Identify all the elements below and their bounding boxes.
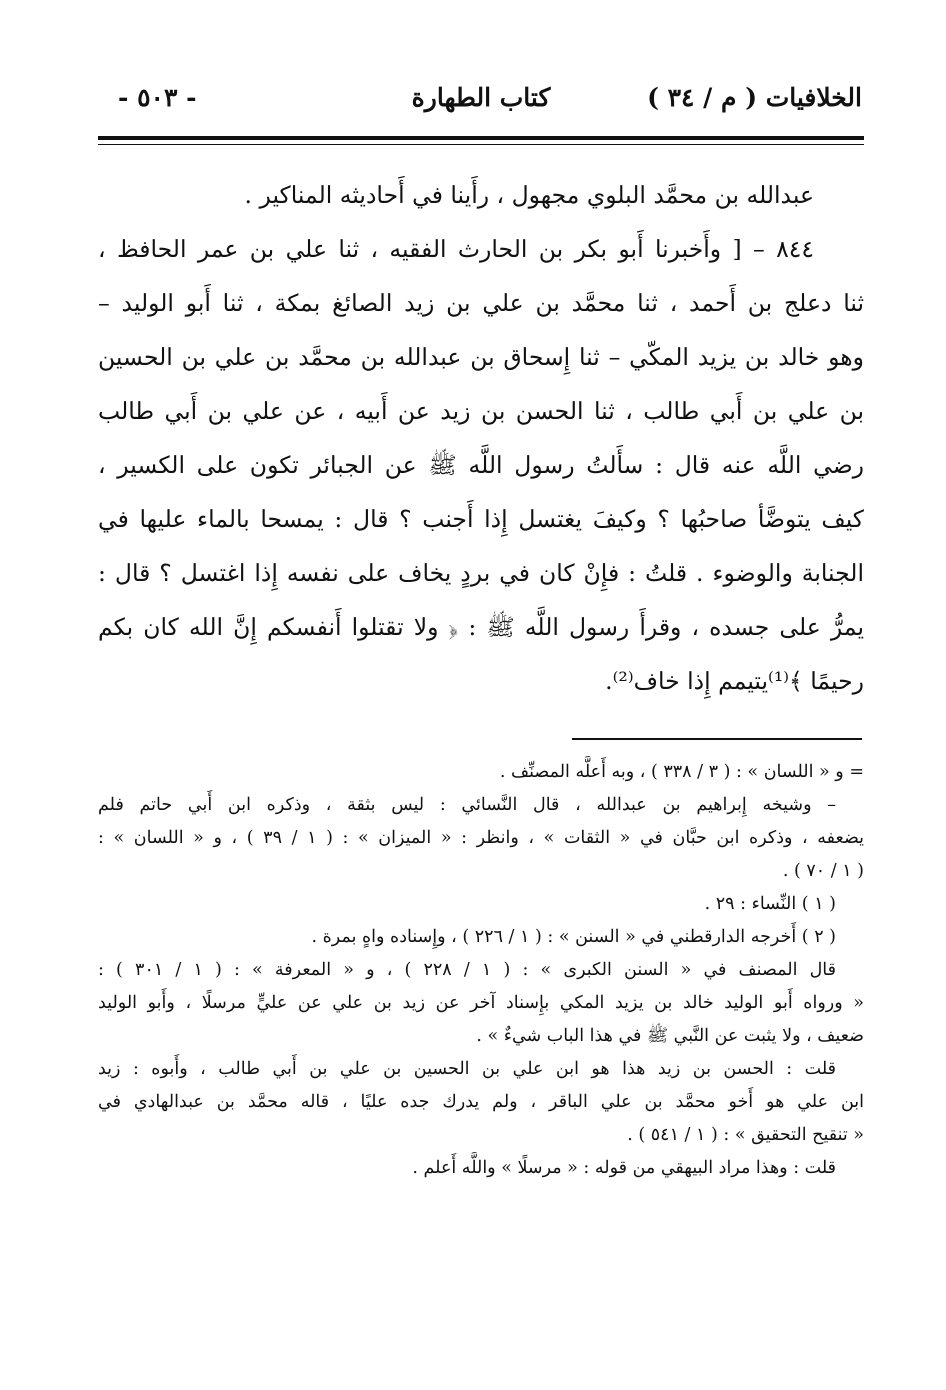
footnote-line: ( ٢ ) أَخرجه الدارقطني في « السنن » : ( ١ / ٢٢٦ ) ، وإِسناده واهٍ بمرة . [311, 927, 836, 947]
main-line: ٨٤٤ – [ وأَخبرنا أَبو بكر بن الحارث الفقيه ، ثنا علي بن عمر الحافظ ، [98, 235, 815, 263]
main-text [98, 168, 864, 708]
footnote-line: قال المصنف في « السنن الكبرى » : ( ١ / ٢٢٨ ) ، و « المعرفة » : ( ١ / ٣٠١ ) : [98, 960, 837, 980]
main-line: بن علي بن أَبي طالب ، ثنا الحسن بن زيد عن أَبيه ، عن علي بن أَبي طالب [98, 397, 864, 425]
footnote-line: ( ١ ) النِّساء : ٢٩ . [704, 894, 836, 914]
footnote-line: ( ١ / ٧٠ ) . [782, 861, 864, 881]
header-volume-label: الخلافيات ( م / ٣٤ ) [647, 83, 862, 112]
footnote-line: يضعفه ، وذكره ابن حبَّان في « الثقات » ، وانظر : « الميزان » : ( ١ / ٣٩ ) ، و « اللسان » : [98, 828, 864, 848]
main-line: كيف يتوضَّأ صاحبُها ؟ وكيفَ يغتسل إِذا أَجنب ؟ قال : يمسحا بالماء عليها في [98, 505, 864, 533]
main-line: عبدالله بن محمَّد البلوي مجهول ، رأَينا في أَحاديثه المناكير . [244, 181, 814, 209]
header-rule-thick [98, 136, 864, 140]
footnote-line: « تنقيح التحقيق » : ( ١ / ٥٤١ ) . [627, 1125, 864, 1145]
footnote-line: ابن علي هو أَخو محمَّد بن علي الباقر ، ولم يدرك جده عليًا ، قاله محمَّد بن عبدالهادي في [98, 1092, 864, 1112]
footnote-line: = و « اللسان » : ( ٣ / ٣٣٨ ) ، وبه أَعلَّه المصنِّف . [499, 762, 864, 782]
main-line: رضي اللَّه عنه قال : سأَلتُ رسول اللَّه ﷺ عن الجبائر تكون على الكسير ، [98, 451, 864, 479]
main-line: الجنابة والوضوء . قلتُ : فإِنْ كان في بردٍ يخاف على نفسه إِذا اغتسل ؟ قال : [98, 559, 864, 587]
footnote-separator [572, 738, 862, 740]
main-line: وهو خالد بن يزيد المكّي – ثنا إِسحاق بن عبدالله بن محمَّد بن علي بن الحسين [98, 343, 864, 371]
page-header [100, 78, 862, 118]
footnote-line: ضعيف ، ولا يثبت عن النَّبي ﷺ في هذا الباب شيءٌ » . [476, 1026, 864, 1046]
footnote-line: قلت : وهذا مراد البيهقي من قوله : « مرسلًا » واللَّه أَعلم . [412, 1158, 836, 1178]
page-number: - ٥٠٣ - [118, 83, 197, 112]
header-chapter-title: كتاب الطهارة [411, 83, 551, 112]
main-line: ثنا دعلج بن أَحمد ، ثنا محمَّد بن علي بن زيد الصائغ بمكة ، ثنا أَبو الوليد – [98, 289, 864, 317]
main-line: يمرُّ على جسده ، وقرأَ رسول اللَّه ﷺ : ﴿ ولا تقتلوا أَنفسكم إِنَّ الله كان بكم [98, 613, 864, 641]
header-rule-thin [98, 144, 864, 145]
footnote-line: – وشيخه إِبراهيم بن عبدالله ، قال النَّسائي : ليس بثقة ، وذكره ابن أَبي حاتم فلم [98, 795, 836, 815]
footnote-line: « ورواه أَبو الوليد خالد بن يزيد المكي بإِسناد آخر عن زيد بن علي عن عليٍّ مرسلًا ، وأَبو الوليد [98, 993, 864, 1013]
footnotes [98, 756, 864, 1185]
main-line: رحيمًا ﴾⁽¹⁾يتيمم إِذا خاف⁽²⁾. [605, 667, 864, 695]
footnote-line: قلت : الحسن بن زيد هذا هو ابن علي بن الحسين بن علي بن أَبي طالب ، وأَبوه : زيد [98, 1059, 836, 1079]
